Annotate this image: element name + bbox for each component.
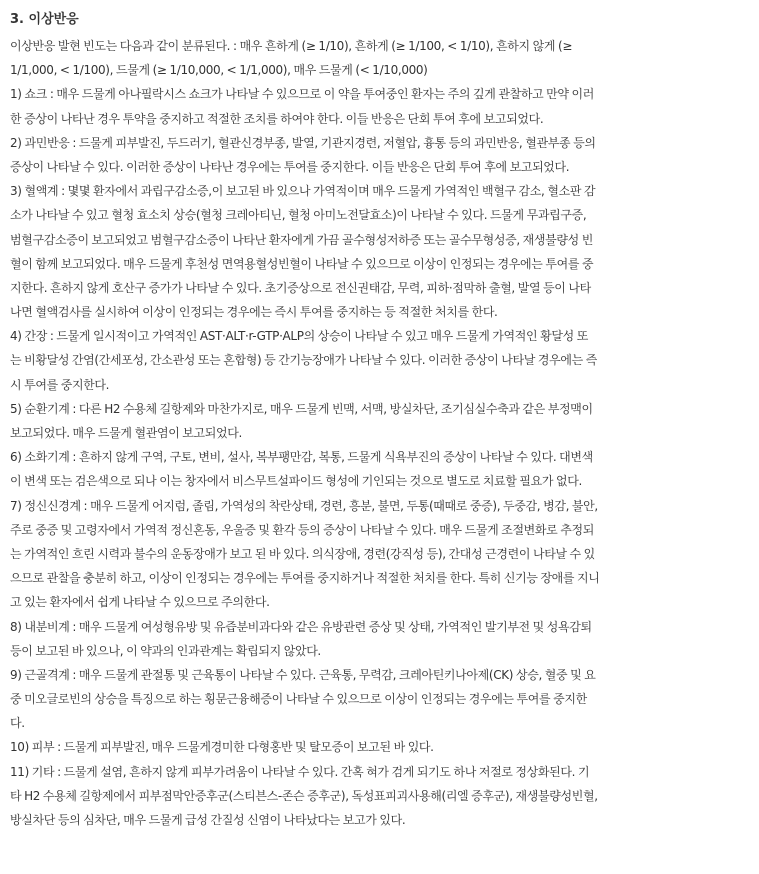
text-line: 는 비황달성 간염(간세포성, 간소관성 또는 혼합형) 등 간기능장애가 나타날 수 있다. 이러한 증상이 나타날 경우에는 즉 <box>10 353 597 368</box>
paragraph-intro <box>10 34 749 82</box>
text-line: 으므로 관찰을 충분히 하고, 이상이 인정되는 경우에는 투여를 중지하거나 적절한 처치를 한다. 특히 신기능 장애를 지니 <box>10 571 600 586</box>
text-line: 는 가역적인 흐린 시력과 불수의 운동장애가 보고 된 바 있다. 의식장애, 경련(강직성 등), 간대성 근경련이 나타날 수 있 <box>10 546 595 561</box>
text-line: 고 있는 환자에서 쉽게 나타날 수 있으므로 주의한다. <box>10 595 270 610</box>
text-line: 혈이 함께 보고되었다. 매우 드물게 후천성 면역용혈성빈혈이 나타날 수 있으므로 이상이 인정되는 경우에는 투여를 중 <box>10 256 594 271</box>
text-line: 1) 쇼크 : 매우 드물게 아나필락시스 쇼크가 나타날 수 있으므로 이 약을 투여중인 환자는 주의 깊게 관찰하고 만약 이러 <box>10 87 595 102</box>
text-line: 중 미오글로빈의 상승을 특징으로 하는 횡문근융해증이 나타날 수 있으므로 이상이 인정되는 경우에는 투여를 중지한 <box>10 692 587 707</box>
text-line: 7) 정신신경계 : 매우 드물게 어지럼, 졸림, 가역성의 착란상태, 경련, 흥분, 불면, 두통(때때로 중증), 두중감, 병감, 불안, <box>10 498 598 513</box>
text-line: 이 변색 또는 검은색으로 되나 이는 창자에서 비스무트설파이드 형성에 기인되는 것으로 별도로 치료할 필요가 없다. <box>10 474 582 489</box>
text-line: 방실차단 등의 심차단, 매우 드물게 급성 간질성 신염이 나타났다는 보고가 있다. <box>10 813 406 827</box>
text-line: 한 증상이 나타난 경우 투약을 중지하고 적절한 조치를 하여야 한다. 이들 반응은 단회 투여 후에 보고되었다. <box>10 111 544 126</box>
text-line: 보고되었다. 매우 드물게 혈관염이 보고되었다. <box>10 426 242 440</box>
text-line: 등이 보고된 바 있으나, 이 약과의 인과관계는 확립되지 않았다. <box>10 643 321 658</box>
text-line: 8) 내분비계 : 매우 드물게 여성형유방 및 유즙분비과다와 같은 유방관련 증상 및 상태, 가역적인 발기부전 및 성욕감퇴 <box>10 619 592 634</box>
paragraph-blood <box>10 179 749 324</box>
text-line: 타 H2 수용체 길항제에서 피부점막안증후군(스티븐스-존슨 증후군), 독성표피괴사용해(리엘 증후군), 재생불량성빈혈, <box>10 788 598 803</box>
text-line: 이상반응 발현 빈도는 다음과 같이 분류된다. : 매우 흔하게 (≥ 1/10), 흔하게 (≥ 1/100, < 1/10), 흔하지 않게 (≥ <box>10 39 573 53</box>
text-line: 주로 중증 및 고령자에서 가역적 정신혼동, 우울증 및 환각 등의 증상이 나타날 수 있다. 매우 드물게 조절변화로 추정되 <box>10 522 595 537</box>
paragraph-digestive <box>10 445 749 493</box>
text-line: 범혈구감소증이 보고되었고 범혈구감소증이 나타난 환자에게 가끔 골수형성저하증 또는 골수무형성증, 재생불량성 빈 <box>10 232 593 247</box>
paragraph-hypersensitivity <box>10 131 749 179</box>
paragraph-liver <box>10 324 749 397</box>
text-line: 11) 기타 : 드물게 설염, 흔하지 않게 피부가려움이 나타날 수 있다. 간혹 혀가 검게 되기도 하나 저절로 정상화된다. 기 <box>10 764 590 779</box>
text-line: 시 투여를 중지한다. <box>10 377 110 392</box>
text-line: 10) 피부 : 드물게 피부발진, 매우 드물게경미한 다형홍반 및 탈모증이 보고된 바 있다. <box>10 740 434 755</box>
paragraph-neuro <box>10 494 749 615</box>
paragraph-shock <box>10 82 749 130</box>
text-line: 9) 근골격계 : 매우 드물게 관절통 및 근육통이 나타날 수 있다. 근육통, 무력감, 크레아틴키나아제(CK) 상승, 혈중 및 요 <box>10 667 596 682</box>
text-line: 나면 혈액검사를 실시하여 이상이 인정되는 경우에는 즉시 투여를 중지하는 등 적절한 처치를 한다. <box>10 305 498 320</box>
paragraph-circulatory <box>10 397 749 445</box>
text-line: 지한다. 흔하지 않게 호산구 증가가 나타날 수 있다. 초기증상으로 전신권태감, 무력, 피하·점막하 출혈, 발열 등이 나타 <box>10 280 591 295</box>
text-line: 1/1,000, < 1/100), 드물게 (≥ 1/10,000, < 1/1,000), 매우 드물게 (< 1/10,000) <box>10 63 428 78</box>
text-line: 증상이 나타날 수 있다. 이러한 증상이 나타난 경우에는 투여를 중지한다. 이들 반응은 단회 투여 후에 보고되었다. <box>10 159 570 174</box>
paragraph-skin <box>10 735 749 759</box>
text-line: 2) 과민반응 : 드물게 피부발진, 두드러기, 혈관신경부종, 발열, 기관지경련, 저혈압, 흉통 등의 과민반응, 혈관부종 등의 <box>10 135 596 150</box>
text-line: 3) 혈액계 : 몇몇 환자에서 과립구감소증,이 보고된 바 있으나 가역적이며 매우 드물게 가역적인 백혈구 감소, 혈소판 감 <box>10 184 596 199</box>
paragraph-other <box>10 760 749 833</box>
section-title: 3. 이상반응 <box>10 12 79 27</box>
paragraph-musculoskeletal <box>10 663 749 736</box>
text-line: 다. <box>10 716 25 731</box>
text-line: 6) 소화기계 : 흔하지 않게 구역, 구토, 변비, 설사, 복부팽만감, 복통, 드물게 식욕부진의 증상이 나타날 수 있다. 대변색 <box>10 450 593 465</box>
text-line: 소가 나타날 수 있고 혈청 효소치 상승(혈청 크레아티닌, 혈청 아미노전달효소)이 나타날 수 있다. 드물게 무과립구증, <box>10 208 587 223</box>
paragraph-endocrine <box>10 615 749 663</box>
text-line: 5) 순환기계 : 다른 H2 수용체 길항제와 마찬가지로, 매우 드물게 빈맥, 서맥, 방실차단, 조기심실수축과 같은 부정맥이 <box>10 401 593 416</box>
text-line: 4) 간장 : 드물게 일시적이고 가역적인 AST·ALT·r-GTP·ALP의 상승이 나타날 수 있고 매우 드물게 가역적인 황달성 또 <box>10 329 588 344</box>
